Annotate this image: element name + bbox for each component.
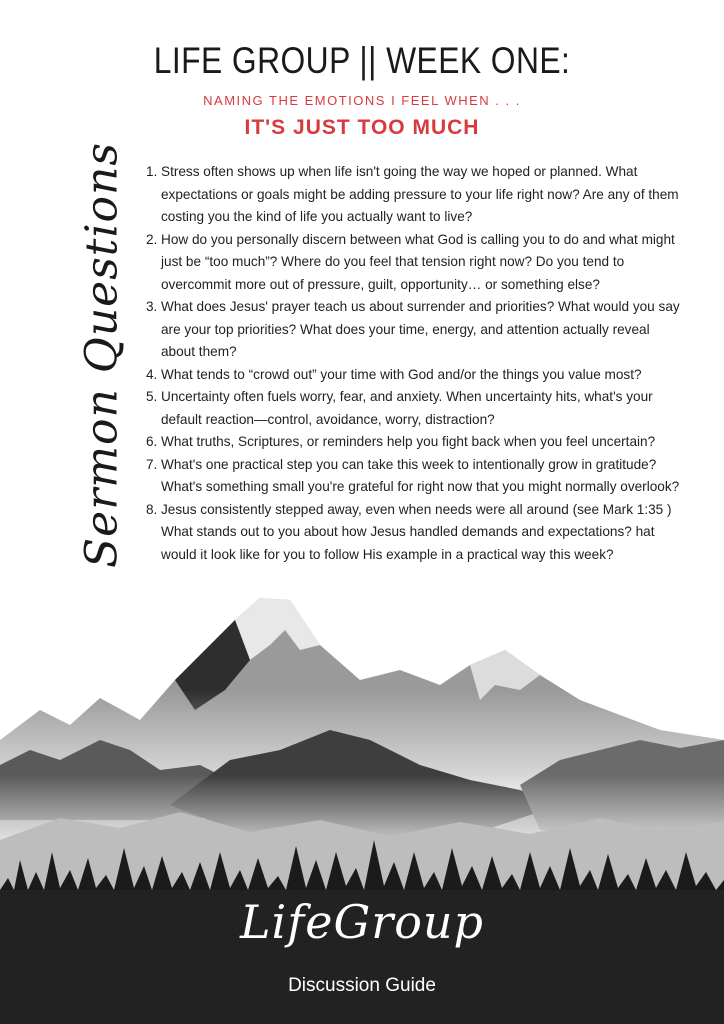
question-text: What does Jesus' prayer teach us about surrender and priorities? What would you say are your top priorities? What does your time, energy, and attention actually reveal about them? — [161, 299, 680, 359]
question-text: Jesus consistently stepped away, even when needs were all around (see Mark 1:35 ) What stands out to you about how Jesus handled demands and expectations? hat would it look like for you to follow His example in a practical way this week? — [161, 501, 672, 562]
question-text: Uncertainty often fuels worry, fear, and anxiety. When uncertainty hits, what's your default reaction—control, avoidance, worry, distraction? — [161, 389, 653, 427]
question-number: 3. — [146, 299, 158, 314]
side-title: Sermon Questions — [76, 142, 128, 568]
discussion-guide-label: Discussion Guide — [288, 975, 436, 996]
question-number: 4. — [146, 366, 158, 382]
lifegroup-logo-text: LifeGroup — [239, 895, 484, 949]
question-item — [146, 229, 686, 297]
question-item — [146, 364, 686, 387]
question-text: Stress often shows up when life isn't going the way we hoped or planned. What expectations or goals might be adding pressure to your life right now? Are any of them costing you the kind of life you actually want to live? — [161, 164, 679, 224]
question-item — [146, 454, 686, 499]
page-title: LIFE GROUP || WEEK ONE: — [153, 40, 571, 81]
question-item — [146, 431, 686, 454]
question-item — [146, 386, 686, 431]
question-number: 1. — [146, 164, 158, 179]
question-number: 8. — [146, 501, 158, 517]
page-subtitle: NAMING THE EMOTIONS I FEEL WHEN . . . — [203, 93, 521, 108]
question-number: 2. — [146, 231, 158, 247]
mountain-forest-illustration — [0, 590, 724, 1024]
question-number: 7. — [146, 456, 158, 472]
question-item — [146, 161, 686, 229]
question-text: What truths, Scriptures, or reminders help you fight back when you feel uncertain? — [161, 434, 656, 449]
question-item — [146, 499, 686, 567]
question-list — [146, 161, 686, 566]
question-number: 5. — [146, 389, 158, 404]
question-text: What tends to “crowd out” your time with God and/or the things you value most? — [161, 366, 642, 382]
question-text: How do you personally discern between what God is calling you to do and what might just be “too much”? Where do you feel that tension right now? Do you tend to overcommit more out of pressure, guilt, opportunity… or something else? — [161, 231, 675, 292]
page-headline: IT'S JUST TOO MUCH — [244, 116, 480, 139]
question-number: 6. — [146, 434, 158, 449]
question-item — [146, 296, 686, 364]
question-text: What's one practical step you can take this week to intentionally grow in gratitude? What's something small you're grateful for right now that you might normally overlook? — [161, 456, 680, 494]
